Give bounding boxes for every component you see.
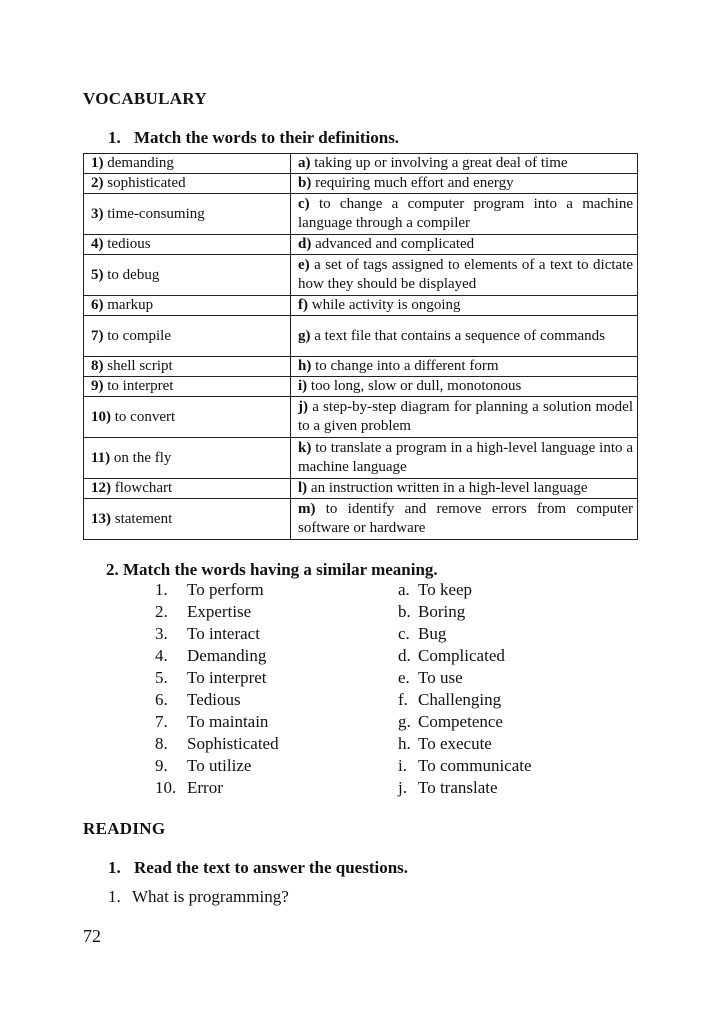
definition-letter: c) [298,196,310,212]
term-text: flowchart [114,480,173,496]
vocabulary-heading: VOCABULARY [83,89,207,108]
matching-right-column [398,579,532,799]
list-item [398,777,532,799]
list-item [398,601,532,623]
task-number: 1. [108,858,121,877]
definition-cell [291,316,638,357]
list-item [398,579,532,601]
item-number: 7. [155,712,168,731]
item-word: To use [418,668,463,687]
list-item [398,689,532,711]
question-1 [108,887,289,907]
term-cell [84,194,291,235]
reading-task-title [108,858,408,878]
term-cell [84,377,291,397]
table-row [84,154,638,174]
item-number: a. [398,580,410,599]
term-number: 3) [91,205,104,222]
definition-text: to translate a program in a high-level language into a machine language [298,440,633,475]
term-number: 11) [91,449,111,466]
item-number: 3. [155,624,168,643]
term-number: 8) [91,358,104,374]
table-row [84,499,638,540]
table-row [84,296,638,316]
task-2-title [106,560,438,580]
definition-cell [291,154,638,174]
item-number: 9. [155,756,168,775]
task-1-title [108,128,399,148]
definition-letter: d) [298,236,312,252]
item-number: 1. [155,580,168,599]
item-number: e. [398,668,410,687]
item-number: 10. [155,778,177,797]
definition-text: a set of tags assigned to elements of a text to dictate how they should be displayed [298,257,633,292]
item-word: To maintain [187,712,269,731]
term-number: 12) [91,480,111,496]
term-text: sophisticated [107,175,186,191]
definition-text: to change a computer program into a machine language through a compiler [298,196,634,231]
item-number: 5. [155,668,168,687]
table-row [84,479,638,499]
term-number: 13) [91,510,111,527]
definition-text: a step-by-step diagram for planning a solution model to a given problem [298,399,634,434]
list-item [398,667,532,689]
item-number: g. [398,712,411,731]
list-item [155,733,279,755]
definition-text: too long, slow or dull, monotonous [310,378,522,394]
term-text: statement [114,510,173,527]
item-word: Tedious [187,690,241,709]
definition-cell [291,174,638,194]
term-cell [84,357,291,377]
item-word: Competence [418,712,503,731]
item-word: Sophisticated [187,734,279,753]
term-text: demanding [107,155,174,171]
definition-text: to change into a different form [315,358,499,374]
term-text: markup [107,297,154,313]
term-cell [84,397,291,438]
definition-cell [291,377,638,397]
definition-cell [291,479,638,499]
item-word: Error [187,778,223,797]
item-word: To interpret [187,668,267,687]
item-word: To utilize [187,756,252,775]
term-number: 7) [91,327,104,344]
item-number: 8. [155,734,168,753]
table-row [84,357,638,377]
term-text: to compile [107,327,171,344]
task-title-text: Read the text to answer the questions. [134,858,409,877]
term-text: to interpret [107,378,174,394]
list-item [398,755,532,777]
term-number: 5) [91,266,104,283]
item-word: To translate [418,778,498,797]
question-number: 1. [108,887,121,906]
item-word: Bug [418,624,447,643]
definition-letter: l) [298,480,308,496]
table-row [84,316,638,357]
table-row [84,438,638,479]
item-number: h. [398,734,411,753]
term-cell [84,235,291,255]
definition-cell [291,499,638,540]
term-number: 1) [91,155,104,171]
definition-cell [291,397,638,438]
item-number: 2. [155,602,168,621]
definition-letter: b) [298,175,312,191]
definition-text: to identify and remove errors from computer software or hardware [298,501,633,536]
definition-letter: f) [298,297,308,313]
page-number: 72 [83,926,101,946]
term-cell [84,296,291,316]
list-item [155,579,279,601]
table-row [84,397,638,438]
item-word: Demanding [187,646,267,665]
term-cell [84,255,291,296]
term-cell [84,174,291,194]
table-row [84,235,638,255]
definition-cell [291,438,638,479]
term-number: 10) [91,408,111,425]
term-cell [84,316,291,357]
definition-text: while activity is ongoing [311,297,461,313]
list-item [155,667,279,689]
definition-letter: m) [298,501,316,517]
term-text: to debug [107,266,160,283]
term-number: 6) [91,297,104,313]
term-text: on the fly [113,449,172,466]
item-number: j. [398,778,407,797]
list-item [398,733,532,755]
definition-letter: i) [298,378,308,394]
table-row [84,174,638,194]
item-number: b. [398,602,411,621]
term-number: 9) [91,378,104,394]
term-cell [84,499,291,540]
item-number: d. [398,646,411,665]
item-number: c. [398,624,410,643]
item-word: To interact [187,624,260,643]
item-number: 6. [155,690,168,709]
list-item [155,777,279,799]
question-text: What is programming? [132,887,289,906]
definitions-table [83,153,638,540]
term-text: time-consuming [107,205,205,222]
matching-left-column [155,579,279,799]
definition-letter: g) [298,327,311,344]
definition-text: requiring much effort and energy [315,175,514,191]
list-item [398,645,532,667]
item-word: To execute [418,734,492,753]
list-item [155,755,279,777]
definition-cell [291,296,638,316]
definition-cell [291,357,638,377]
term-text: to convert [114,408,176,425]
definition-text: advanced and complicated [315,236,475,252]
item-number: i. [398,756,407,775]
item-word: To perform [187,580,264,599]
item-word: To keep [418,580,473,599]
item-number: 4. [155,646,168,665]
list-item [398,623,532,645]
item-word: Expertise [187,602,252,621]
definition-text: taking up or involving a great deal of time [314,155,568,171]
term-cell [84,438,291,479]
list-item [155,711,279,733]
table-row [84,377,638,397]
list-item [155,623,279,645]
item-word: Challenging [418,690,502,709]
term-text: tedious [107,236,151,252]
task-title-text: Match the words to their definitions. [134,128,400,147]
task-title-text: Match the words having a similar meaning. [123,560,438,579]
term-number: 2) [91,175,104,191]
task-number: 2. [106,560,119,579]
definition-cell [291,235,638,255]
list-item [155,689,279,711]
item-word: To communicate [418,756,532,775]
definition-letter: h) [298,358,312,374]
table-row [84,255,638,296]
definition-text: an instruction written in a high-level language [310,480,588,496]
term-cell [84,154,291,174]
definition-text: a text file that contains a sequence of commands [314,327,605,344]
definition-cell [291,194,638,235]
list-item [155,645,279,667]
definition-letter: e) [298,257,310,273]
list-item [155,601,279,623]
task-number: 1. [108,128,121,147]
definition-cell [291,255,638,296]
definition-letter: j) [298,399,308,415]
definition-letter: a) [298,155,311,171]
definition-letter: k) [298,440,312,456]
item-word: Boring [418,602,466,621]
item-word: Complicated [418,646,505,665]
list-item [398,711,532,733]
table-row [84,194,638,235]
reading-heading: READING [83,819,166,838]
term-number: 4) [91,236,104,252]
item-number: f. [398,690,408,709]
term-text: shell script [107,358,173,374]
term-cell [84,479,291,499]
